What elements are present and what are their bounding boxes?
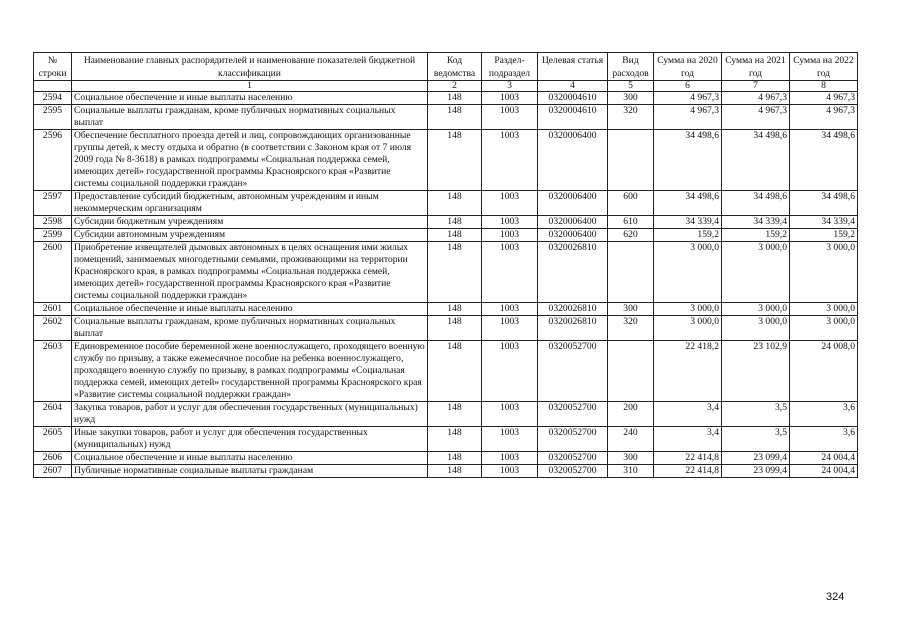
- row-kind: 600: [608, 191, 654, 216]
- row-sum-2022: 4 967,3: [790, 92, 858, 105]
- row-sum-2020: 22 414,8: [654, 465, 722, 478]
- row-name: Предоставление субсидий бюджетным, автономным учреждениям и иным некоммерческим организациям: [72, 191, 428, 216]
- row-dept: 148: [428, 105, 482, 130]
- row-sum-2021: 3 000,0: [722, 316, 790, 341]
- row-sum-2022: 24 004,4: [790, 465, 858, 478]
- row-dept: 148: [428, 242, 482, 303]
- row-dept: 148: [428, 452, 482, 465]
- row-kind: 300: [608, 452, 654, 465]
- row-target: 0320004610: [538, 105, 608, 130]
- row-sum-2020: 22 418,2: [654, 341, 722, 402]
- row-name: Субсидии автономным учреждениям: [72, 229, 428, 242]
- row-number: 2602: [34, 316, 72, 341]
- row-target: 0320052700: [538, 452, 608, 465]
- row-name: Субсидии бюджетным учреждениям: [72, 216, 428, 229]
- table-body: [34, 92, 858, 478]
- column-number: 3: [482, 81, 538, 92]
- row-kind: 610: [608, 216, 654, 229]
- table-row: [34, 402, 858, 427]
- row-section: 1003: [482, 341, 538, 402]
- row-sum-2020: 159,2: [654, 229, 722, 242]
- row-number: 2603: [34, 341, 72, 402]
- row-kind: 300: [608, 92, 654, 105]
- table-row: [34, 316, 858, 341]
- row-sum-2021: 34 339,4: [722, 216, 790, 229]
- row-sum-2021: 4 967,3: [722, 105, 790, 130]
- row-section: 1003: [482, 130, 538, 191]
- row-sum-2021: 23 099,4: [722, 452, 790, 465]
- row-kind: 620: [608, 229, 654, 242]
- row-sum-2020: 34 498,6: [654, 191, 722, 216]
- table-row: [34, 105, 858, 130]
- row-target: 0320004610: [538, 92, 608, 105]
- row-target: 0320006400: [538, 216, 608, 229]
- column-number: 5: [608, 81, 654, 92]
- row-sum-2020: 22 414,8: [654, 452, 722, 465]
- table-row: [34, 92, 858, 105]
- row-sum-2020: 4 967,3: [654, 105, 722, 130]
- row-number: 2597: [34, 191, 72, 216]
- row-number: 2606: [34, 452, 72, 465]
- row-sum-2020: 3,4: [654, 402, 722, 427]
- row-number: 2596: [34, 130, 72, 191]
- row-number: 2607: [34, 465, 72, 478]
- column-number: 6: [654, 81, 722, 92]
- header-section: Раздел-подраздел: [482, 53, 538, 81]
- row-name: Социальное обеспечение и иные выплаты населению: [72, 303, 428, 316]
- column-number: [34, 81, 72, 92]
- row-name: Приобретение извещателей дымовых автономных в целях оснащения ими жилых помещений, занимаемых многодетными семьями, проживающими на территории Красноярского края, в рамках подпрограммы «Социальная поддержка семей, имеющих детей» государственной программы Красноярского края «Развитие системы социальной поддержки граждан»: [72, 242, 428, 303]
- row-number: 2604: [34, 402, 72, 427]
- row-sum-2022: 3,6: [790, 427, 858, 452]
- table-row: [34, 341, 858, 402]
- row-name: Единовременное пособие беременной жене военнослужащего, проходящего военную службу по призыву, а также ежемесячное пособие на ребенка военнослужащего, проходящего военную службу по призыву, в рамках подпрограммы «Социальная поддержка семей, имеющих детей» государственной программы Красноярского края «Развитие системы социальной поддержки граждан»: [72, 341, 428, 402]
- header-name: Наименование главных распорядителей и наименование показателей бюджетной классификации: [72, 53, 428, 81]
- header-kind: Вид расходов: [608, 53, 654, 81]
- row-section: 1003: [482, 402, 538, 427]
- column-number: 8: [790, 81, 858, 92]
- row-dept: 148: [428, 427, 482, 452]
- table-row: [34, 452, 858, 465]
- row-sum-2022: 159,2: [790, 229, 858, 242]
- row-kind: 310: [608, 465, 654, 478]
- row-name: Иные закупки товаров, работ и услуг для обеспечения государственных (муниципальных) нужд: [72, 427, 428, 452]
- row-section: 1003: [482, 216, 538, 229]
- column-number: 2: [428, 81, 482, 92]
- table-row: [34, 242, 858, 303]
- row-section: 1003: [482, 427, 538, 452]
- row-target: 0320006400: [538, 191, 608, 216]
- table-row: [34, 191, 858, 216]
- row-sum-2020: 3,4: [654, 427, 722, 452]
- row-kind: 320: [608, 105, 654, 130]
- row-sum-2022: 4 967,3: [790, 105, 858, 130]
- row-dept: 148: [428, 229, 482, 242]
- row-dept: 148: [428, 465, 482, 478]
- row-target: 0320052700: [538, 465, 608, 478]
- row-sum-2020: 34 339,4: [654, 216, 722, 229]
- row-sum-2021: 23 099,4: [722, 465, 790, 478]
- table-row: [34, 130, 858, 191]
- row-kind: 200: [608, 402, 654, 427]
- row-sum-2020: 3 000,0: [654, 303, 722, 316]
- row-section: 1003: [482, 465, 538, 478]
- row-target: 0320052700: [538, 341, 608, 402]
- page-number: 324: [826, 591, 845, 603]
- header-sum-2020: Сумма на 2020 год: [654, 53, 722, 81]
- row-kind: [608, 242, 654, 303]
- row-target: 0320052700: [538, 402, 608, 427]
- row-section: 1003: [482, 92, 538, 105]
- row-name: Обеспечение бесплатного проезда детей и лиц, сопровождающих организованные группы детей, к месту отдыха и обратно (в соответствии с Законом края от 7 июля 2009 года № 8-3618) в рамках подпрограммы «Социальная поддержка семей, имеющих детей» государственной программы Красноярского края «Развитие системы социальной поддержки граждан»: [72, 130, 428, 191]
- row-number: 2594: [34, 92, 72, 105]
- row-target: 0320026810: [538, 303, 608, 316]
- header-dept: Код ведомства: [428, 53, 482, 81]
- row-sum-2022: 3 000,0: [790, 303, 858, 316]
- column-number: 1: [72, 81, 428, 92]
- row-dept: 148: [428, 303, 482, 316]
- row-name: Социальные выплаты гражданам, кроме публичных нормативных социальных выплат: [72, 105, 428, 130]
- row-number: 2601: [34, 303, 72, 316]
- column-number-row: [34, 81, 858, 92]
- row-sum-2021: 159,2: [722, 229, 790, 242]
- row-name: Социальное обеспечение и иные выплаты населению: [72, 452, 428, 465]
- table-row: [34, 216, 858, 229]
- row-section: 1003: [482, 229, 538, 242]
- row-sum-2021: 3 000,0: [722, 303, 790, 316]
- row-name: Закупка товаров, работ и услуг для обеспечения государственных (муниципальных) нужд: [72, 402, 428, 427]
- row-sum-2022: 3,6: [790, 402, 858, 427]
- row-sum-2021: 34 498,6: [722, 191, 790, 216]
- row-name: Социальное обеспечение и иные выплаты населению: [72, 92, 428, 105]
- row-number: 2605: [34, 427, 72, 452]
- row-sum-2022: 24 004,4: [790, 452, 858, 465]
- row-sum-2022: 34 498,6: [790, 191, 858, 216]
- row-sum-2022: 3 000,0: [790, 242, 858, 303]
- row-target: 0320052700: [538, 427, 608, 452]
- row-sum-2020: 3 000,0: [654, 242, 722, 303]
- row-section: 1003: [482, 316, 538, 341]
- row-number: 2599: [34, 229, 72, 242]
- row-sum-2021: 34 498,6: [722, 130, 790, 191]
- row-sum-2020: 34 498,6: [654, 130, 722, 191]
- row-sum-2021: 3 000,0: [722, 242, 790, 303]
- row-dept: 148: [428, 216, 482, 229]
- row-dept: 148: [428, 316, 482, 341]
- column-number: 7: [722, 81, 790, 92]
- row-section: 1003: [482, 105, 538, 130]
- table-row: [34, 303, 858, 316]
- column-number: 4: [538, 81, 608, 92]
- table-row: [34, 465, 858, 478]
- row-sum-2022: 24 008,0: [790, 341, 858, 402]
- row-dept: 148: [428, 341, 482, 402]
- row-dept: 148: [428, 402, 482, 427]
- header-sum-2022: Сумма на 2022 год: [790, 53, 858, 81]
- row-kind: [608, 130, 654, 191]
- row-section: 1003: [482, 191, 538, 216]
- row-sum-2021: 23 102,9: [722, 341, 790, 402]
- row-target: 0320006400: [538, 229, 608, 242]
- row-name: Публичные нормативные социальные выплаты гражданам: [72, 465, 428, 478]
- row-section: 1003: [482, 452, 538, 465]
- row-sum-2022: 34 498,6: [790, 130, 858, 191]
- row-target: 0320006400: [538, 130, 608, 191]
- row-number: 2598: [34, 216, 72, 229]
- row-sum-2021: 3,5: [722, 427, 790, 452]
- header-sum-2021: Сумма на 2021 год: [722, 53, 790, 81]
- table-row: [34, 229, 858, 242]
- row-name: Социальные выплаты гражданам, кроме публичных нормативных социальных выплат: [72, 316, 428, 341]
- budget-table: [33, 52, 858, 478]
- row-sum-2022: 3 000,0: [790, 316, 858, 341]
- row-number: 2600: [34, 242, 72, 303]
- row-sum-2022: 34 339,4: [790, 216, 858, 229]
- table-row: [34, 427, 858, 452]
- row-dept: 148: [428, 130, 482, 191]
- row-target: 0320026810: [538, 316, 608, 341]
- row-number: 2595: [34, 105, 72, 130]
- row-sum-2021: 3,5: [722, 402, 790, 427]
- row-kind: 240: [608, 427, 654, 452]
- row-sum-2020: 4 967,3: [654, 92, 722, 105]
- row-target: 0320026810: [538, 242, 608, 303]
- row-section: 1003: [482, 242, 538, 303]
- row-section: 1003: [482, 303, 538, 316]
- row-dept: 148: [428, 191, 482, 216]
- header-row: [34, 53, 858, 81]
- row-kind: [608, 341, 654, 402]
- row-sum-2020: 3 000,0: [654, 316, 722, 341]
- row-sum-2021: 4 967,3: [722, 92, 790, 105]
- row-dept: 148: [428, 92, 482, 105]
- row-kind: 320: [608, 316, 654, 341]
- header-row-no: № строки: [34, 53, 72, 81]
- header-target: Целевая статья: [538, 53, 608, 81]
- row-kind: 300: [608, 303, 654, 316]
